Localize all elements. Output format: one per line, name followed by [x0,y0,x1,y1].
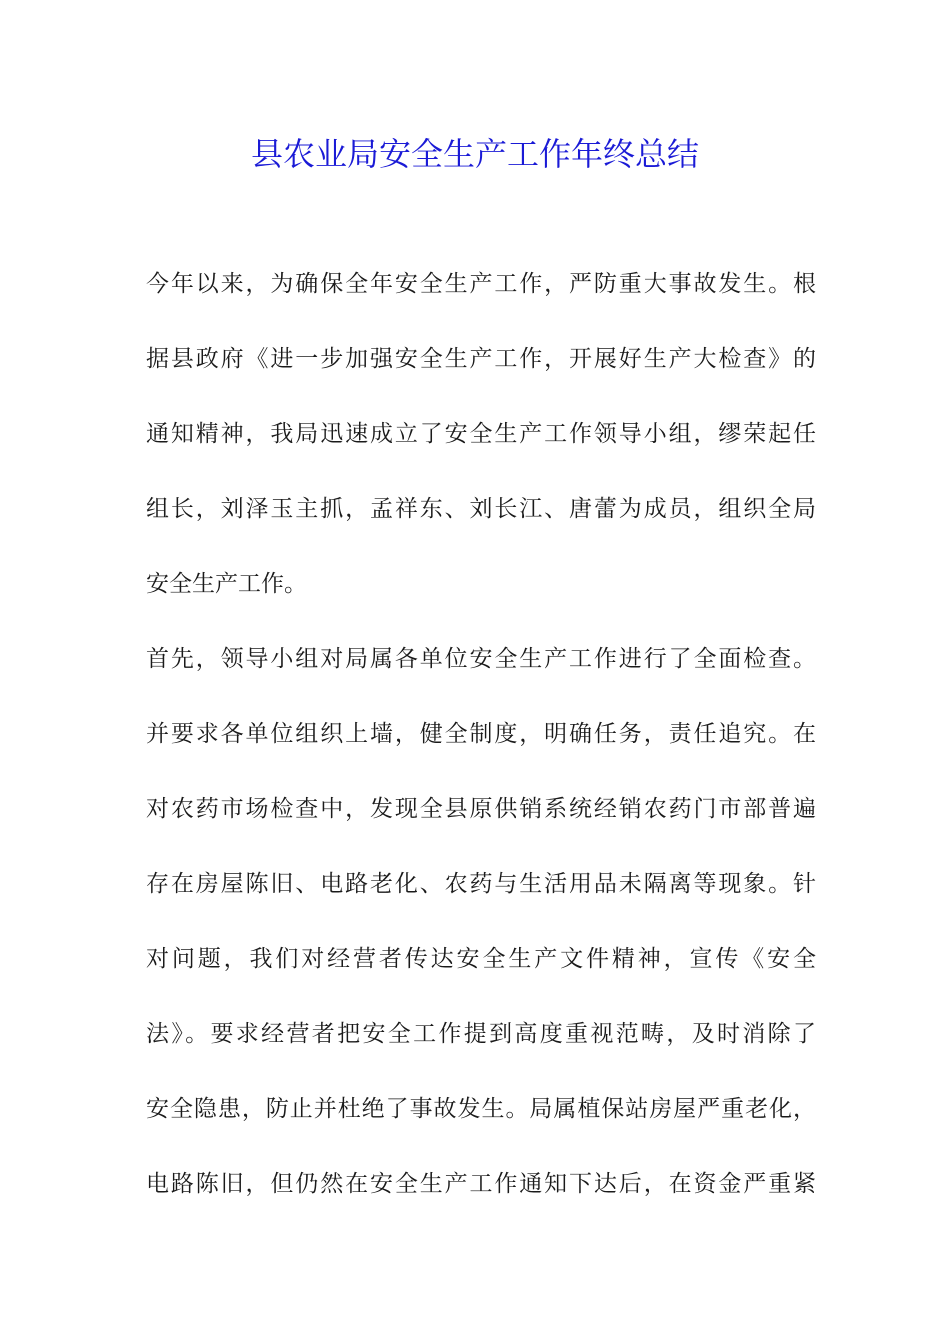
body-line: 今年以来，为确保全年安全生产工作，严防重大事故发生。根 [146,271,816,297]
body-line: 据县政府《进一步加强安全生产工作，开展好生产大检查》的 [146,346,816,372]
body-line: 组长，刘泽玉主抓，孟祥东、刘长江、唐蕾为成员，组织全局 [146,496,816,522]
body-line: 电路陈旧，但仍然在安全生产工作通知下达后，在资金严重紧 [146,1171,816,1197]
body-line: 存在房屋陈旧、电路老化、农药与生活用品未隔离等现象。针 [146,871,816,897]
body-line: 通知精神，我局迅速成立了安全生产工作领导小组，缪荣起任 [146,421,816,447]
body-line: 首先，领导小组对局属各单位安全生产工作进行了全面检查。 [146,646,816,672]
body-line: 并要求各单位组织上墙，健全制度，明确任务，责任追究。在 [146,721,816,747]
document-title: 县农业局安全生产工作年终总结 [250,135,699,173]
body-line: 安全生产工作。 [146,571,307,597]
body-line: 对问题，我们对经营者传达安全生产文件精神，宣传《安全 [146,946,816,972]
body-line: 对农药市场检查中，发现全县原供销系统经销农药门市部普遍 [146,796,816,822]
body-line: 安全隐患，防止并杜绝了事故发生。局属植保站房屋严重老化， [146,1096,816,1122]
body-line: 法》。要求经营者把安全工作提到高度重视范畴，及时消除了 [146,1021,816,1047]
